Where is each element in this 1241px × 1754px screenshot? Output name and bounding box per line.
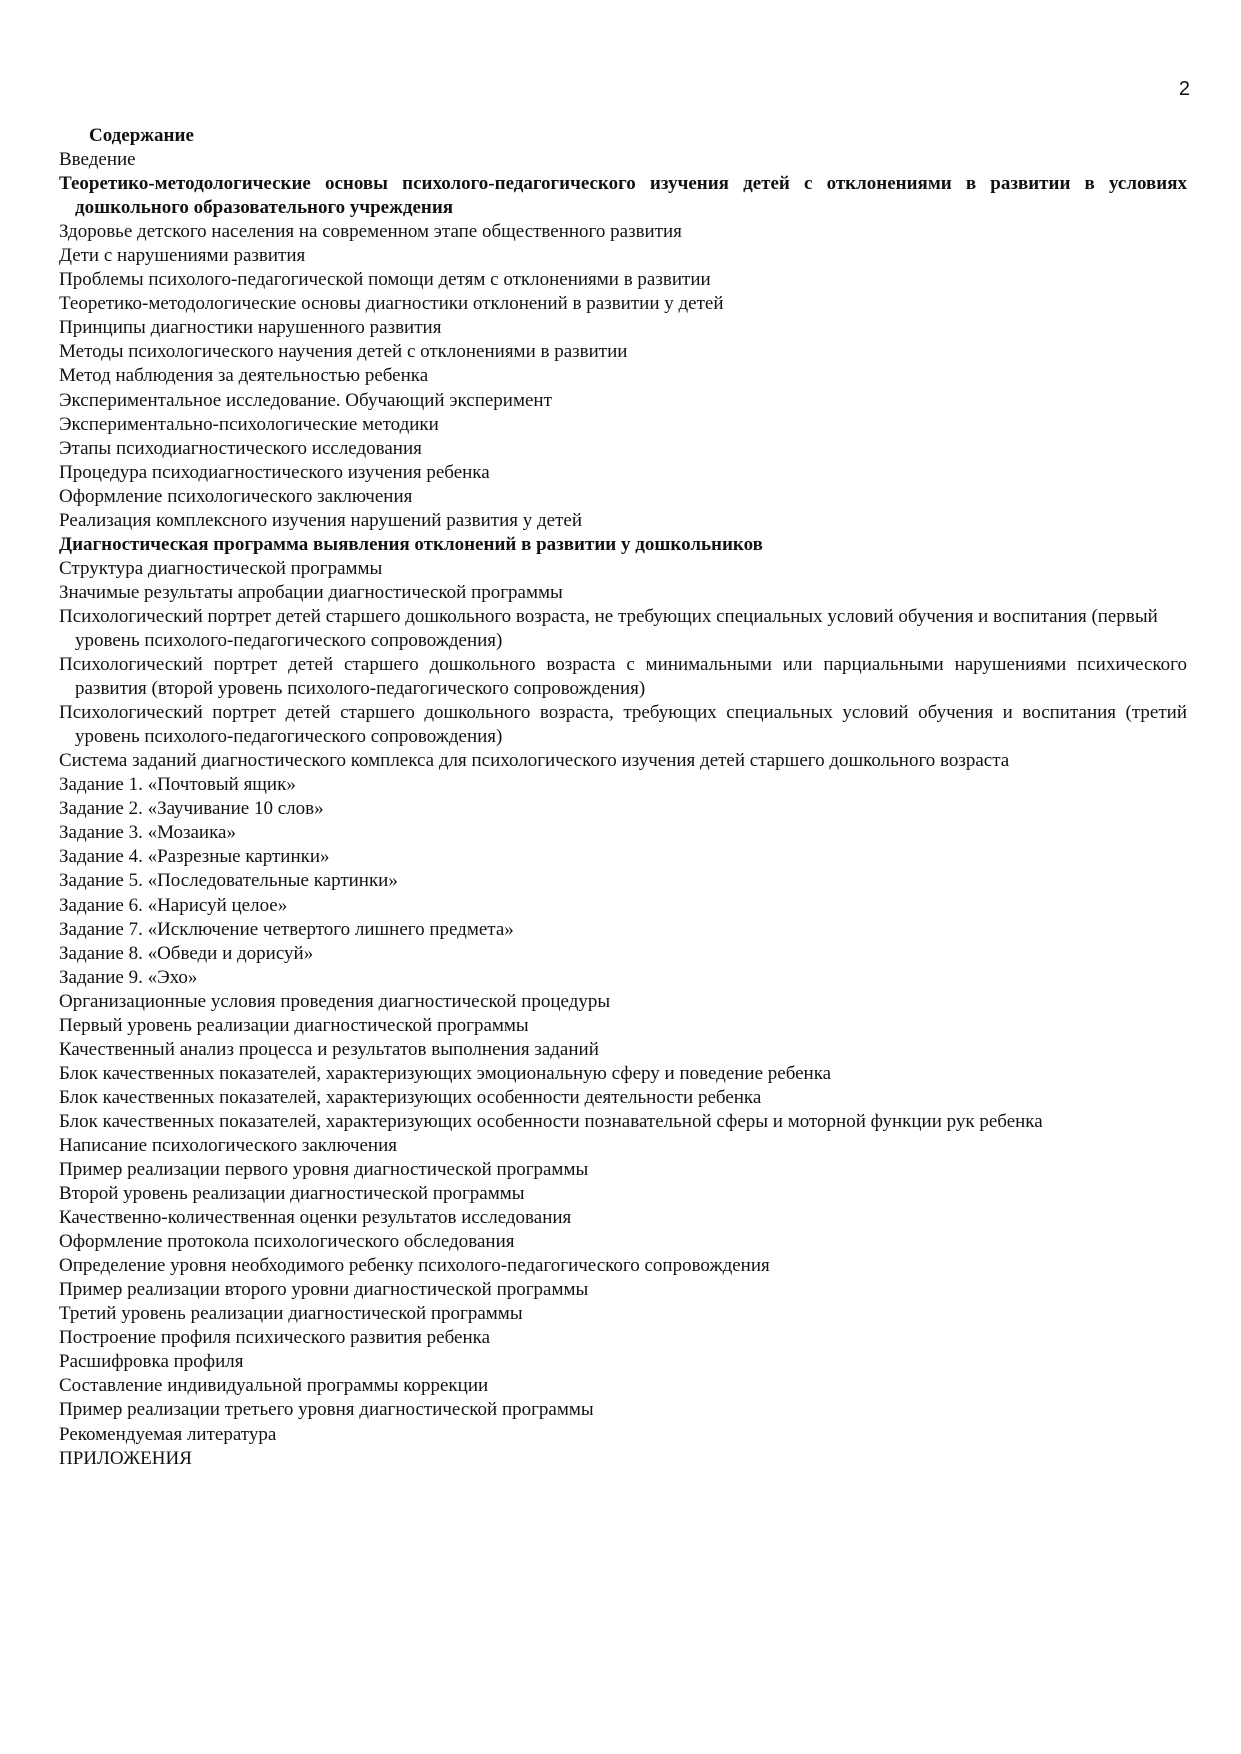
- toc-entry: Оформление протокола психологического обследования: [59, 1231, 515, 1253]
- table-of-contents: [59, 124, 1187, 1471]
- toc-entry: Пример реализации первого уровня диагностической программы: [59, 1159, 589, 1181]
- toc-entry: Пример реализации второго уровни диагностической программы: [59, 1279, 589, 1301]
- toc-entry: Проблемы психолого-педагогической помощи детям с отклонениями в развитии: [59, 269, 711, 291]
- toc-entry: Система заданий диагностического комплекса для психологического изучения детей старшего дошкольного возраста: [59, 750, 1010, 772]
- toc-title: Содержание: [89, 125, 194, 146]
- toc-entry: Процедура психодиагностического изучения ребенка: [59, 461, 490, 483]
- toc-entry: Теоретико-методологические основы психолого-педагогического изучения детей с отклонениями в развитии в условиях дошкольного образовательного учреждения: [59, 173, 1187, 219]
- toc-entry: Диагностическая программа выявления отклонений в развитии у дошкольников: [59, 533, 763, 555]
- toc-entry: Составление индивидуальной программы коррекции: [59, 1375, 489, 1397]
- toc-entry: Пример реализации третьего уровня диагностической программы: [59, 1399, 594, 1421]
- toc-entry: Реализация комплексного изучения нарушений развития у детей: [59, 509, 582, 531]
- toc-entry: Задание 1. «Почтовый ящик»: [59, 774, 296, 796]
- toc-entry: Значимые результаты апробации диагностической программы: [59, 581, 563, 603]
- toc-entry: Метод наблюдения за деятельностью ребенка: [59, 365, 429, 387]
- toc-entry: Принципы диагностики нарушенного развития: [59, 317, 442, 339]
- toc-entry: Структура диагностической программы: [59, 557, 383, 579]
- toc-entry: Первый уровень реализации диагностической программы: [59, 1014, 529, 1036]
- toc-entry: Задание 7. «Исключение четвертого лишнего предмета»: [59, 918, 514, 940]
- toc-entry: Определение уровня необходимого ребенку психолого-педагогического сопровождения: [59, 1255, 770, 1277]
- toc-entry: Блок качественных показателей, характеризующих особенности познавательной сферы и моторной функции рук ребенка: [59, 1110, 1043, 1132]
- toc-entry: Экспериментально-психологические методики: [59, 413, 439, 435]
- toc-entry: Этапы психодиагностического исследования: [59, 437, 422, 459]
- toc-entry: Организационные условия проведения диагностической процедуры: [59, 990, 611, 1012]
- toc-entry: Задание 9. «Эхо»: [59, 966, 198, 988]
- toc-entries: [59, 148, 1187, 1471]
- toc-entry: Психологический портрет детей старшего дошкольного возраста с минимальными или парциальными нарушениями психического развития (второй уровень психолого-педагогического сопровождения): [59, 654, 1187, 700]
- toc-entry: Качественный анализ процесса и результатов выполнения заданий: [59, 1038, 599, 1060]
- toc-entry: Написание психологического заключения: [59, 1134, 398, 1156]
- toc-entry: Задание 6. «Нарисуй целое»: [59, 894, 288, 916]
- toc-entry: Задание 5. «Последовательные картинки»: [59, 870, 398, 892]
- toc-entry: Задание 3. «Мозаика»: [59, 822, 236, 844]
- toc-entry: Расшифровка профиля: [59, 1351, 244, 1373]
- toc-entry: Третий уровень реализации диагностической программы: [59, 1303, 523, 1325]
- toc-entry: Методы психологического научения детей с отклонениями в развитии: [59, 341, 628, 363]
- toc-entry: Построение профиля психического развития ребенка: [59, 1327, 490, 1349]
- toc-entry: Здоровье детского населения на современном этапе общественного развития: [59, 221, 682, 243]
- toc-entry: Теоретико-методологические основы диагностики отклонений в развитии у детей: [59, 293, 724, 315]
- toc-entry: Второй уровень реализации диагностической программы: [59, 1183, 525, 1205]
- toc-entry: Оформление психологического заключения: [59, 485, 413, 507]
- toc-entry: Качественно-количественная оценки результатов исследования: [59, 1207, 572, 1229]
- page-number: 2: [1178, 78, 1190, 100]
- toc-entry: Задание 2. «Заучивание 10 слов»: [59, 798, 324, 820]
- toc-entry: Экспериментальное исследование. Обучающий эксперимент: [59, 389, 552, 411]
- toc-entry: Психологический портрет детей старшего дошкольного возраста, требующих специальных условий обучения и воспитания (третий уровень психолого-педагогического сопровождения): [59, 702, 1187, 748]
- toc-entry: Задание 8. «Обведи и дорисуй»: [59, 942, 314, 964]
- toc-entry: Блок качественных показателей, характеризующих эмоциональную сферу и поведение ребенка: [59, 1062, 832, 1084]
- toc-entry: Дети с нарушениями развития: [59, 245, 306, 267]
- toc-entry: ПРИЛОЖЕНИЯ: [59, 1447, 192, 1469]
- toc-entry: Введение: [59, 149, 136, 171]
- toc-entry: Задание 4. «Разрезные картинки»: [59, 846, 330, 868]
- toc-entry: Блок качественных показателей, характеризующих особенности деятельности ребенка: [59, 1086, 762, 1108]
- toc-entry: Рекомендуемая литература: [59, 1423, 277, 1445]
- toc-entry: Психологический портрет детей старшего дошкольного возраста, не требующих специальных условий обучения и воспитания (первый уровень психолого-педагогического сопровождения): [59, 605, 1158, 651]
